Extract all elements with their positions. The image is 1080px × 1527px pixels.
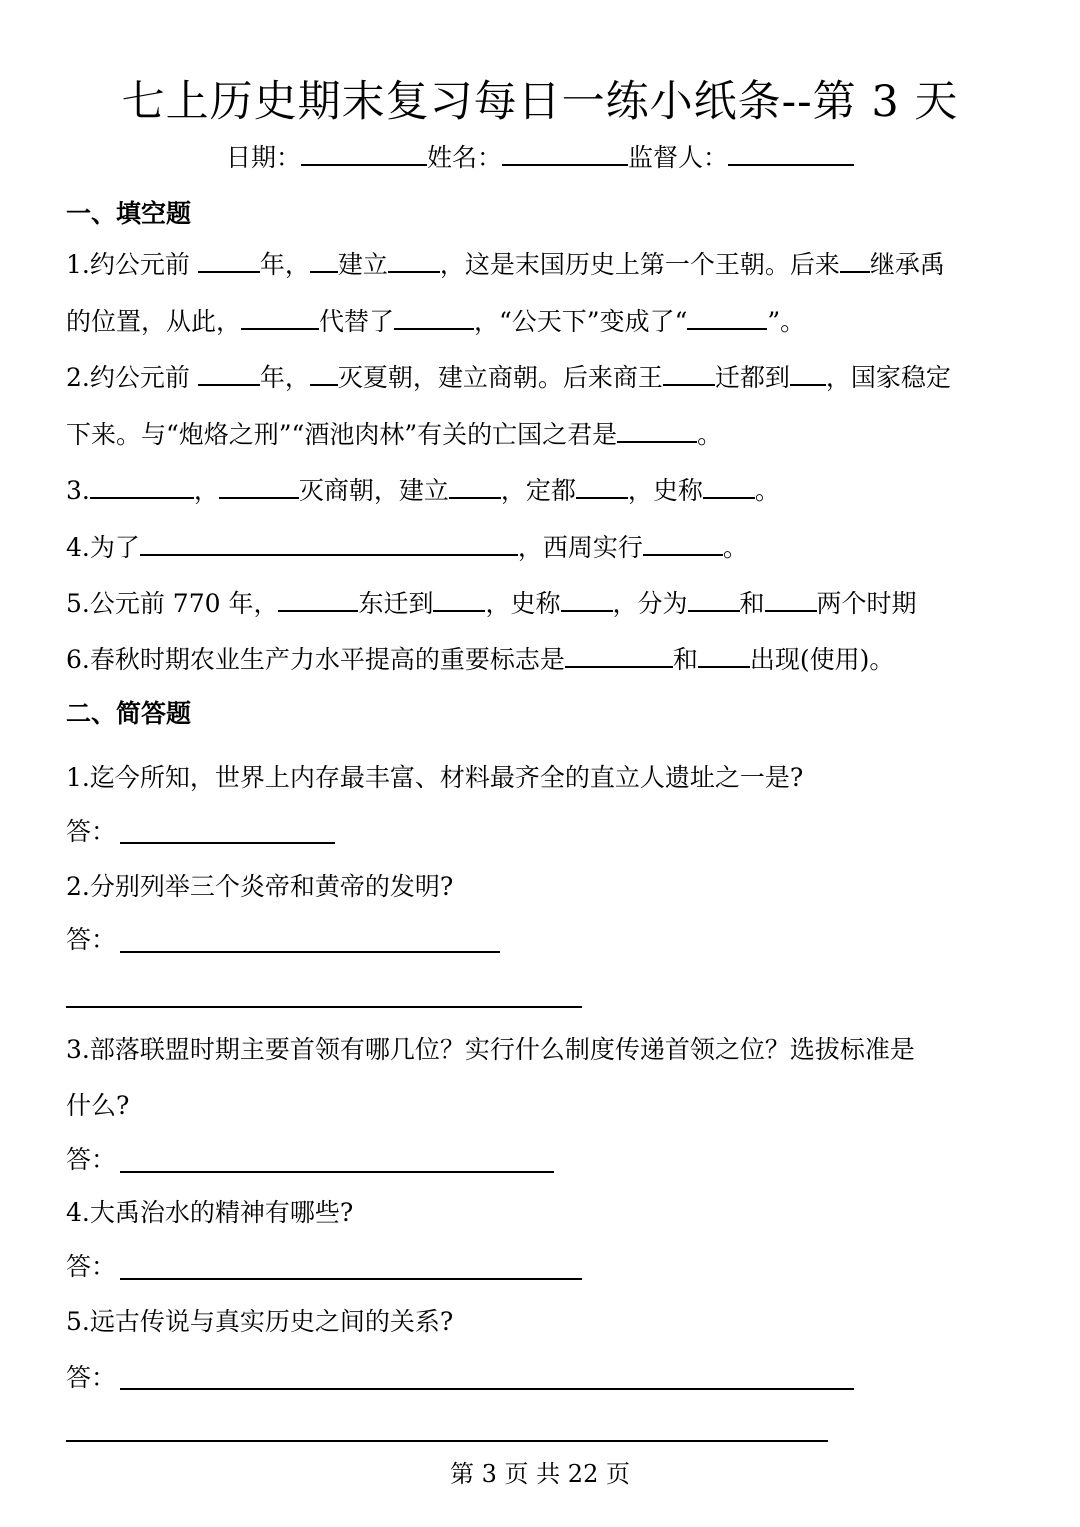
fill-question-2-line-2: [66, 413, 722, 455]
text: ，国家稳定: [825, 363, 951, 392]
answer-row-5: [66, 1358, 116, 1398]
blank[interactable]: [840, 243, 870, 273]
text: ，西周实行: [517, 533, 643, 562]
text: 5.公元前 770 年，: [66, 589, 279, 618]
page-number: 第 3 页 共 22 页: [450, 1460, 630, 1488]
text: 建立: [337, 250, 388, 279]
fill-question-1-line-1: [66, 243, 945, 285]
blank[interactable]: [565, 638, 673, 668]
text: 代替了: [319, 307, 395, 336]
answer-line[interactable]: [66, 1440, 828, 1442]
meta-line: [0, 136, 1080, 178]
blank[interactable]: [765, 582, 817, 612]
blank[interactable]: [688, 582, 740, 612]
short-question-4: 4.大禹治水的精神有哪些?: [66, 1198, 354, 1227]
text: 两个时期: [816, 589, 917, 618]
text: 出现(使用)。: [749, 645, 895, 674]
text: ，这是末国历史上第一个王朝。后来: [439, 250, 840, 279]
short-question-3-line-2: 什么?: [66, 1091, 130, 1120]
blank[interactable]: [790, 356, 826, 386]
blank[interactable]: [310, 243, 338, 273]
short-question-3-line-1: 3.部落联盟时期主要首领有哪几位？实行什么制度传递首领之位？选拔标准是: [66, 1035, 915, 1064]
blank[interactable]: [449, 469, 501, 499]
blank[interactable]: [278, 582, 358, 612]
text: 迁都到: [714, 363, 790, 392]
text: 继承禹: [869, 250, 945, 279]
text: 和: [672, 645, 698, 674]
text: ，: [193, 476, 219, 505]
fill-question-3: [66, 469, 780, 511]
answer-label: 答：: [66, 1145, 117, 1174]
text: 2.约公元前: [66, 363, 198, 392]
text: 。: [722, 533, 748, 562]
short-question-5: 5.远古传说与真实历史之间的关系?: [66, 1307, 454, 1336]
fill-question-5: [66, 582, 917, 624]
page-title: 七上历史期末复习每日一练小纸条--第 3 天: [121, 77, 959, 127]
answer-label: 答：: [66, 925, 117, 954]
name-label: 姓名：: [426, 143, 502, 172]
answer-row-3: [66, 1140, 116, 1180]
blank[interactable]: [241, 300, 319, 330]
section-heading-fill-blank: 一、填空题: [66, 199, 192, 228]
fill-question-1-line-2: [66, 300, 805, 342]
answer-line[interactable]: [120, 842, 335, 844]
supervisor-blank[interactable]: [728, 136, 854, 166]
answer-line[interactable]: [120, 1388, 854, 1390]
text: ，“公天下”变成了“: [474, 307, 688, 336]
text: 的位置，从此，: [66, 307, 242, 336]
blank[interactable]: [198, 356, 260, 386]
blank[interactable]: [576, 469, 628, 499]
blank[interactable]: [219, 469, 299, 499]
answer-row-2: [66, 920, 116, 960]
answer-line[interactable]: [120, 951, 500, 953]
short-question-1: 1.迄今所知，世界上内存最丰富、材料最齐全的直立人遗址之一是?: [66, 763, 804, 792]
blank[interactable]: [698, 638, 750, 668]
answer-label: 答：: [66, 1363, 117, 1392]
blank[interactable]: [310, 356, 338, 386]
blank[interactable]: [687, 300, 767, 330]
answer-line[interactable]: [120, 1278, 582, 1280]
text: 1.约公元前: [66, 250, 198, 279]
text: ”。: [767, 307, 806, 336]
text: ，定都: [500, 476, 576, 505]
blank[interactable]: [140, 526, 518, 556]
blank[interactable]: [617, 413, 697, 443]
date-label: 日期：: [225, 143, 301, 172]
supervisor-label: 监督人：: [628, 143, 729, 172]
text: 3.: [66, 476, 90, 505]
fill-question-2-line-1: [66, 356, 951, 398]
text: ，分为: [612, 589, 688, 618]
answer-line[interactable]: [66, 1006, 582, 1008]
text: 灭商朝，建立: [298, 476, 449, 505]
answer-row-1: [66, 812, 116, 852]
text: ，史称: [485, 589, 561, 618]
date-blank[interactable]: [301, 136, 427, 166]
blank[interactable]: [433, 582, 485, 612]
text: 年，: [259, 363, 310, 392]
blank[interactable]: [663, 356, 715, 386]
text: 灭夏朝，建立商朝。后来商王: [337, 363, 663, 392]
blank[interactable]: [703, 469, 755, 499]
fill-question-6: [66, 638, 894, 680]
short-question-2: 2.分别列举三个炎帝和黄帝的发明?: [66, 872, 454, 901]
blank[interactable]: [394, 300, 474, 330]
text: 。: [697, 420, 723, 449]
text: 。: [754, 476, 780, 505]
text: 和: [739, 589, 765, 618]
answer-label: 答：: [66, 1252, 117, 1281]
text: 4.为了: [66, 533, 140, 562]
text: 年，: [259, 250, 310, 279]
section-heading-short-answer: 二、简答题: [66, 699, 192, 728]
blank[interactable]: [198, 243, 260, 273]
blank[interactable]: [643, 526, 723, 556]
text: ，史称: [627, 476, 703, 505]
blank[interactable]: [561, 582, 613, 612]
text: 东迁到: [358, 589, 434, 618]
text: 6.春秋时期农业生产力水平提高的重要标志是: [66, 645, 565, 674]
answer-row-4: [66, 1247, 116, 1287]
answer-label: 答：: [66, 817, 117, 846]
name-blank[interactable]: [502, 136, 628, 166]
blank[interactable]: [388, 243, 440, 273]
blank[interactable]: [90, 469, 194, 499]
text: 下来。与“炮烙之刑”“酒池肉林”有关的亡国之君是: [66, 420, 618, 449]
answer-line[interactable]: [120, 1171, 554, 1173]
fill-question-4: [66, 526, 748, 568]
